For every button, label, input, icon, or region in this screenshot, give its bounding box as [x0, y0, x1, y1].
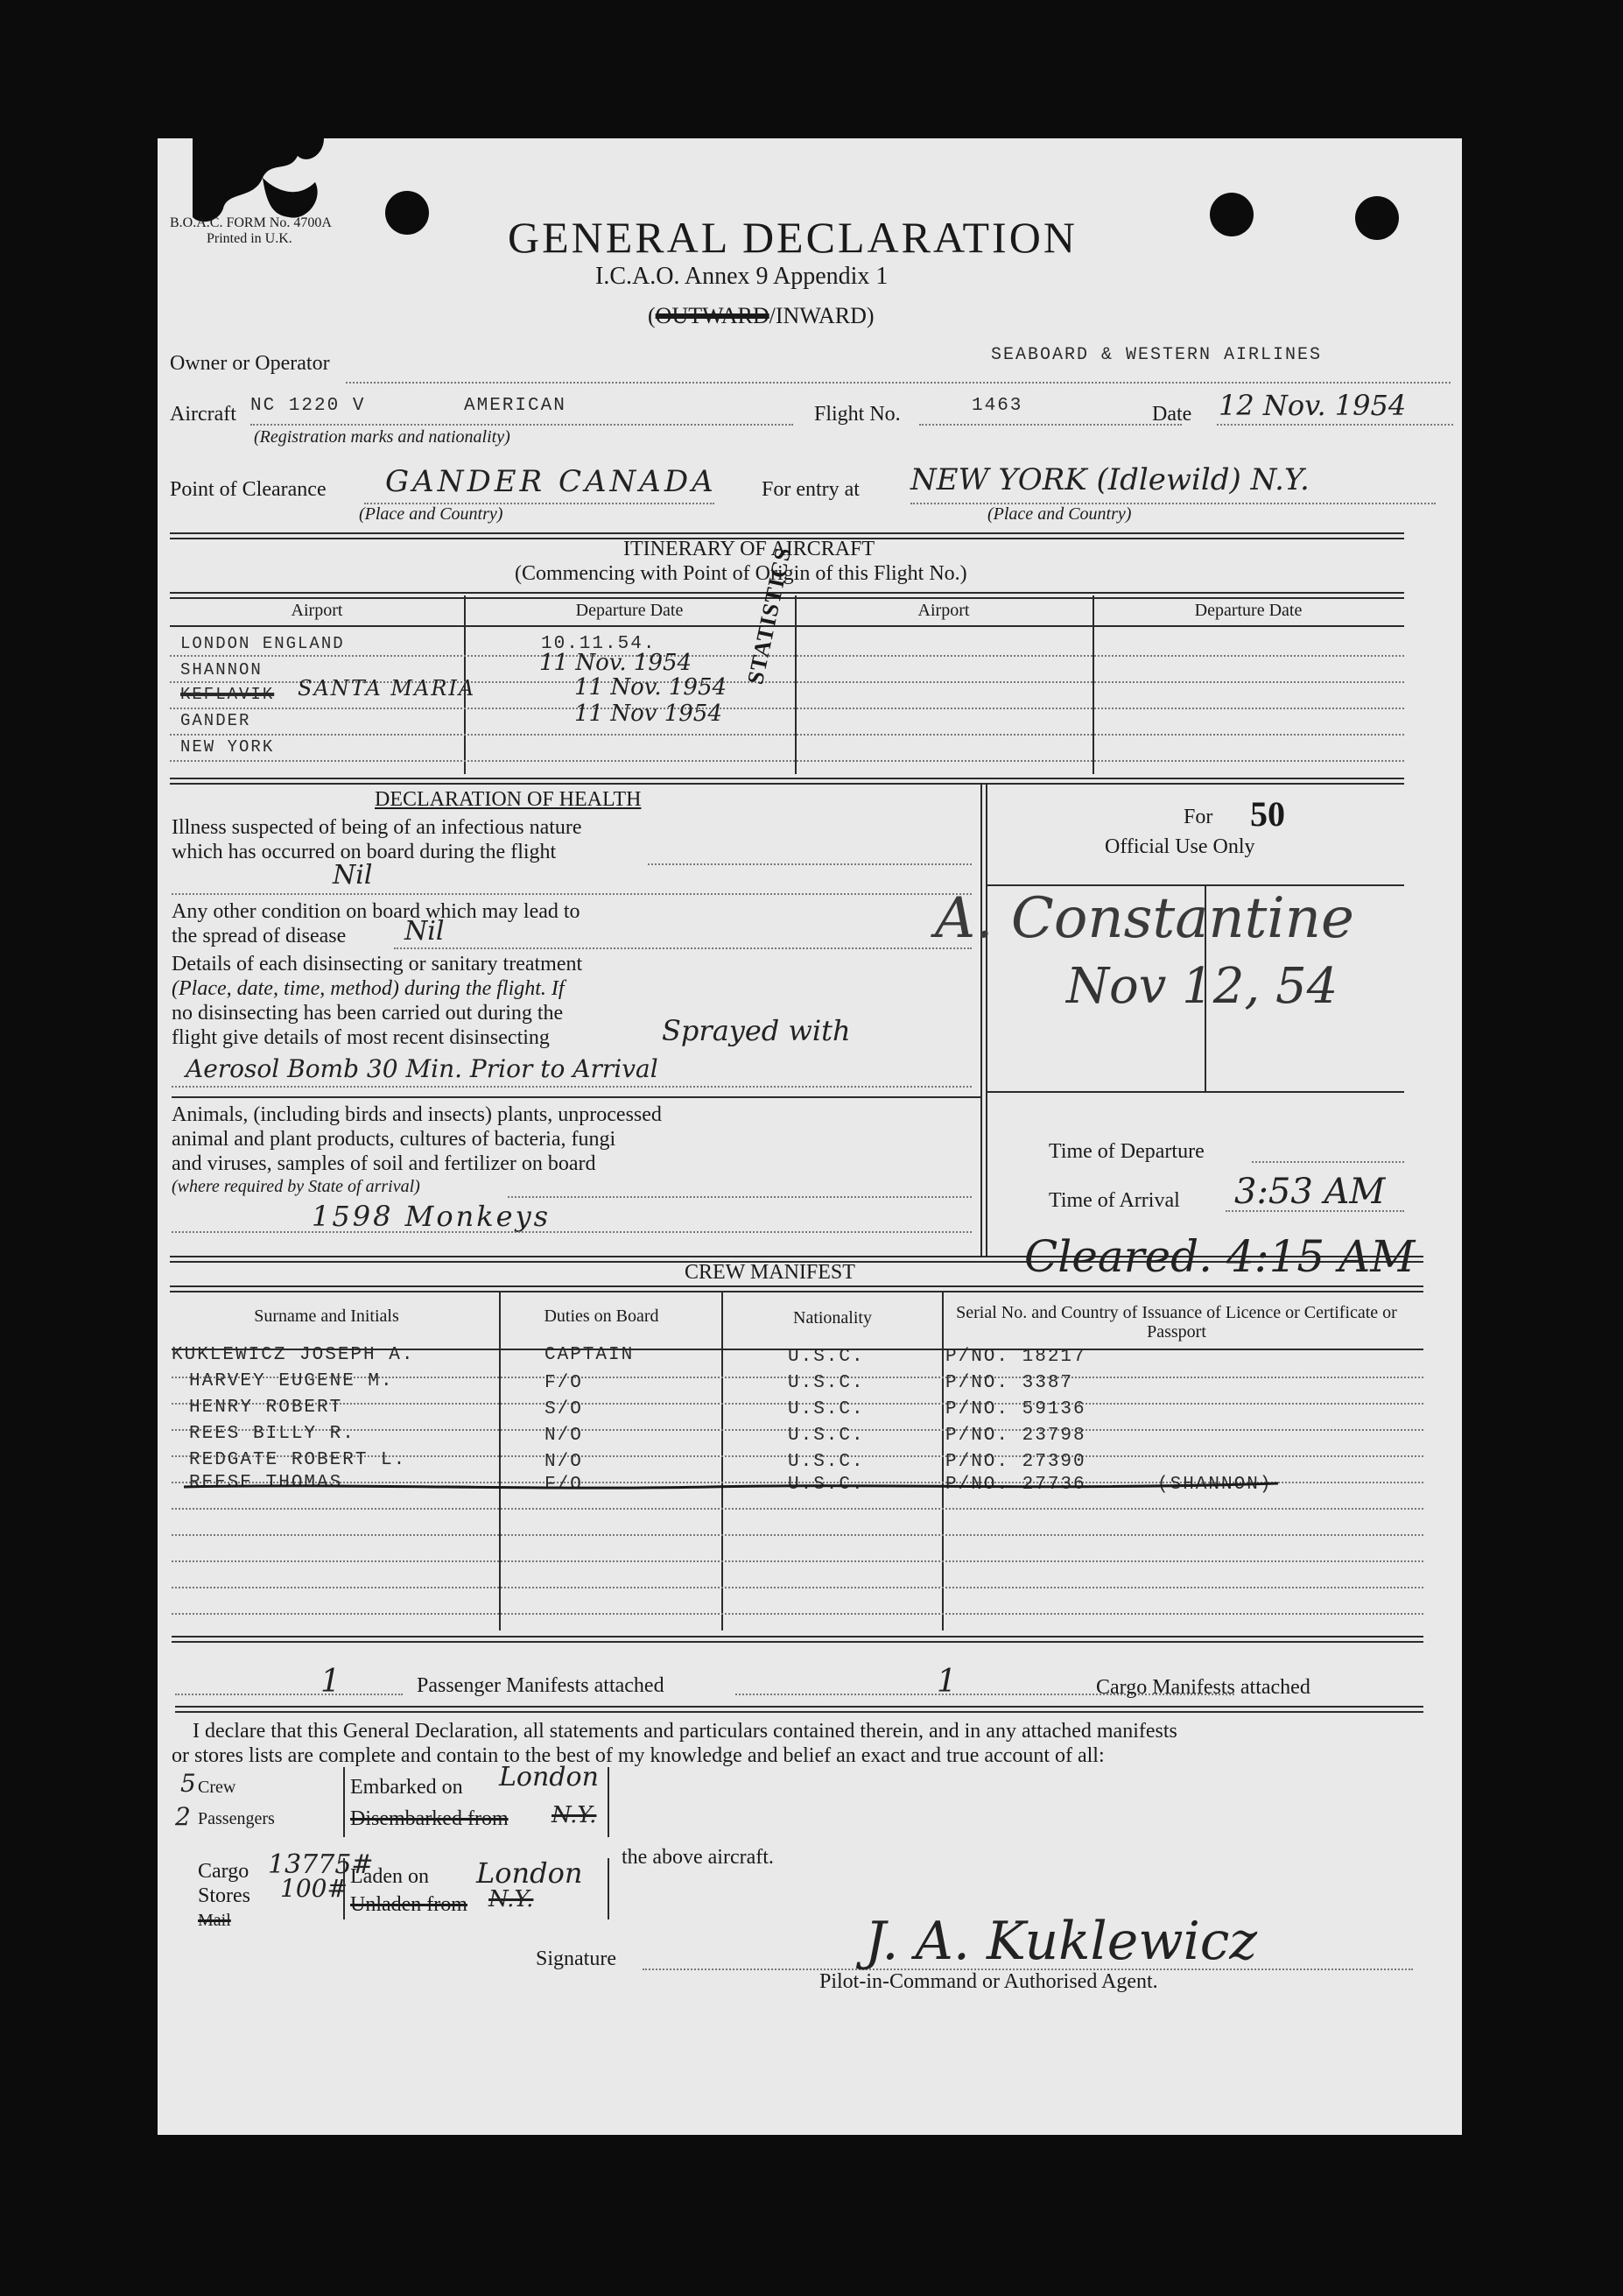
- crew-serial: P/NO. 18217: [945, 1347, 1086, 1367]
- stores-value: 100#: [280, 1874, 348, 1903]
- date-value: 12 Nov. 1954: [1219, 389, 1407, 422]
- itinerary-date-4: 11 Nov 1954: [574, 701, 722, 727]
- punch-hole: [1210, 193, 1254, 236]
- crew-nationality: U.S.C.: [788, 1452, 865, 1472]
- crew-serial: P/NO. 23798: [945, 1426, 1086, 1446]
- crew-title: CREW MANIFEST: [685, 1261, 855, 1284]
- health-q1-line2: which has occurred on board during the flight: [172, 841, 557, 863]
- health-q4-line4: (where required by State of arrival): [172, 1177, 420, 1196]
- crew-count-label: Crew: [198, 1778, 236, 1797]
- disembarked-label: Disembarked from: [350, 1807, 509, 1830]
- crew-duty: N/O: [545, 1426, 583, 1446]
- health-a3-line1: Sprayed with: [662, 1014, 851, 1047]
- official-signature-date: Nov 12, 54: [1066, 958, 1338, 1015]
- aircraft-label: Aircraft: [170, 403, 236, 426]
- crew-nationality: U.S.C.: [788, 1373, 865, 1393]
- crew-header-nationality: Nationality: [793, 1308, 872, 1328]
- passenger-manifest-count: 1: [320, 1664, 341, 1700]
- cargo-manifest-label: Cargo Manifests attached: [1096, 1676, 1310, 1699]
- crew-note: (SHANNON): [1157, 1475, 1273, 1495]
- health-q2-line2: the spread of disease: [172, 925, 347, 947]
- direction-line: (OUTWARD/INWARD): [648, 303, 875, 328]
- laden-value: London: [476, 1856, 583, 1890]
- itinerary-date-2: 11 Nov. 1954: [539, 650, 692, 676]
- crew-duty: CAPTAIN: [545, 1345, 635, 1365]
- cleared-note: Cleared. 4:15 AM: [1024, 1231, 1416, 1282]
- statistics-stamp: STATISTICS: [742, 545, 797, 687]
- health-q3-line3: no disinsecting has been carried out during the: [172, 1002, 564, 1025]
- page-subtitle: I.C.A.O. Annex 9 Appendix 1: [595, 263, 889, 290]
- unladen-label: Unladen from: [350, 1893, 467, 1916]
- crew-nationality: U.S.C.: [788, 1426, 865, 1446]
- official-use-label: Official Use Only: [1105, 835, 1255, 858]
- clearance-label: Point of Clearance: [170, 478, 327, 501]
- health-q4-line3: and viruses, samples of soil and fertilizer on board: [172, 1152, 596, 1175]
- entry-value: NEW YORK (Idlewild) N.Y.: [910, 462, 1310, 497]
- health-q2-line1: Any other condition on board which may lead to: [172, 900, 580, 923]
- aircraft-nationality: AMERICAN: [464, 396, 566, 416]
- itinerary-airport-1: LONDON ENGLAND: [180, 634, 345, 653]
- itinerary-airport-3: SANTA MARIA: [298, 676, 476, 701]
- health-q3-line4: flight give details of most recent disinsecting: [172, 1026, 550, 1049]
- printed-note: Printed in U.K.: [207, 231, 292, 246]
- itinerary-airport-5: NEW YORK: [180, 737, 275, 757]
- crew-duty: S/O: [545, 1399, 583, 1419]
- crew-name: REESE THOMAS: [189, 1473, 343, 1493]
- crew-nationality: U.S.C.: [788, 1399, 865, 1419]
- declaration-form: [158, 138, 1462, 2135]
- crew-duty: N/O: [545, 1452, 583, 1472]
- itinerary-header-date: Departure Date: [575, 601, 684, 620]
- clearance-value: GANDER CANADA: [385, 464, 717, 499]
- disembarked-value: N.Y.: [552, 1802, 597, 1828]
- strike-line: [184, 1478, 1287, 1496]
- flight-label: Flight No.: [814, 403, 901, 426]
- form-number: B.O.A.C. FORM No. 4700A: [170, 215, 332, 230]
- official-number: 50: [1250, 794, 1285, 834]
- unladen-value: N.Y.: [488, 1886, 534, 1912]
- health-q4-line1: Animals, (including birds and insects) plants, unprocessed: [172, 1103, 662, 1126]
- owner-value: SEABOARD & WESTERN AIRLINES: [991, 345, 1323, 365]
- itinerary-header-airport: Airport: [291, 601, 343, 620]
- crew-nationality: U.S.C.: [788, 1347, 865, 1367]
- cargo-label: Cargo: [198, 1860, 249, 1883]
- cargo-value: 13775#: [268, 1849, 374, 1880]
- crew-count: 5: [180, 1769, 196, 1798]
- entry-label: For entry at: [762, 478, 860, 501]
- signature-caption: Pilot-in-Command or Authorised Agent.: [819, 1970, 1158, 1993]
- passenger-count-label: Passengers: [198, 1809, 275, 1828]
- aircraft-reference: the above aircraft.: [622, 1846, 774, 1869]
- crew-duty: F/O: [545, 1475, 583, 1495]
- itinerary-title: ITINERARY OF AIRCRAFT: [623, 538, 875, 560]
- health-a1: Nil: [333, 860, 373, 891]
- crew-header-name: Surname and Initials: [254, 1306, 399, 1326]
- signature-value: J. A. Kuklewicz: [865, 1911, 1257, 1972]
- crew-name: KUKLEWICZ JOSEPH A.: [172, 1345, 415, 1365]
- declaration-line1: I declare that this General Declaration, all statements and particulars contained therein, and in any attached manifests: [193, 1720, 1177, 1743]
- page-title: GENERAL DECLARATION: [508, 213, 1078, 262]
- official-signature: A. Constantine: [935, 886, 1354, 951]
- health-q4-line2: animal and plant products, cultures of bacteria, fungi: [172, 1128, 616, 1151]
- aircraft-note: (Registration marks and nationality): [254, 427, 510, 447]
- punch-hole: [1355, 196, 1399, 240]
- crew-serial: P/NO. 27390: [945, 1452, 1086, 1472]
- clearance-note: (Place and Country): [359, 504, 503, 524]
- owner-label: Owner or Operator: [170, 352, 330, 375]
- embarked-value: London: [499, 1762, 599, 1792]
- crew-name: REDGATE ROBERT L.: [189, 1450, 407, 1470]
- crew-header-serial: Serial No. and Country of Issuance of Licence or Certificate or Passport: [956, 1303, 1397, 1342]
- itinerary-airport-4: GANDER: [180, 711, 251, 730]
- crew-serial: P/NO. 27736: [945, 1475, 1086, 1495]
- health-a3-line2: Aerosol Bomb 30 Min. Prior to Arrival: [186, 1054, 658, 1083]
- itinerary-subtitle: (Commencing with Point of Origin of this Flight No.): [515, 562, 967, 585]
- cargo-manifest-count: 1: [937, 1664, 957, 1700]
- crew-name: HARVEY EUGENE M.: [189, 1371, 394, 1391]
- passenger-manifest-label: Passenger Manifests attached: [417, 1674, 664, 1697]
- entry-note: (Place and Country): [987, 504, 1132, 524]
- date-label: Date: [1152, 403, 1192, 426]
- passenger-count: 2: [175, 1802, 191, 1831]
- arrival-time-value: 3:53 AM: [1234, 1172, 1386, 1212]
- crew-serial: P/NO. 59136: [945, 1399, 1086, 1419]
- crew-name: REES BILLY R.: [189, 1424, 355, 1444]
- itinerary-header-airport-2: Airport: [917, 601, 970, 620]
- health-q3-line1: Details of each disinsecting or sanitary treatment: [172, 953, 583, 975]
- health-q3-line2: (Place, date, time, method) during the flight. If: [172, 977, 565, 1000]
- itinerary-airport-3-struck: KEFLAVIK: [180, 685, 275, 704]
- itinerary-airport-2: SHANNON: [180, 660, 263, 680]
- health-title: DECLARATION OF HEALTH: [375, 788, 642, 811]
- flight-value: 1463: [972, 396, 1023, 416]
- punch-hole: [385, 191, 429, 235]
- crew-header-duty: Duties on Board: [544, 1306, 659, 1326]
- aircraft-registration: NC 1220 V: [250, 396, 366, 416]
- outward-struck: OUTWARD: [655, 303, 769, 328]
- arrival-time-label: Time of Arrival: [1049, 1189, 1180, 1212]
- crew-nationality: U.S.C.: [788, 1475, 865, 1495]
- crew-serial: P/NO. 3387: [945, 1373, 1074, 1393]
- crew-name: HENRY ROBERT: [189, 1398, 343, 1418]
- health-a2: Nil: [404, 916, 445, 947]
- stores-label: Stores: [198, 1884, 250, 1907]
- itinerary-header-date-2: Departure Date: [1194, 601, 1303, 620]
- declaration-line2: or stores lists are complete and contain to the best of my knowledge and belief an exact and true account of all:: [172, 1744, 1105, 1767]
- mail-label: Mail: [198, 1911, 231, 1930]
- laden-label: Laden on: [350, 1865, 429, 1888]
- embarked-label: Embarked on: [350, 1776, 463, 1799]
- itinerary-date-1: 10.11.54.: [541, 634, 657, 654]
- itinerary-date-3: 11 Nov. 1954: [574, 674, 727, 701]
- departure-time-label: Time of Departure: [1049, 1140, 1205, 1163]
- inward-label: /INWARD: [769, 303, 867, 328]
- health-q1-line1: Illness suspected of being of an infectious nature: [172, 816, 582, 839]
- signature-label: Signature: [536, 1947, 616, 1970]
- official-for-label: For: [1184, 806, 1213, 828]
- health-a4: 1598 Monkeys: [312, 1200, 552, 1233]
- crew-duty: F/O: [545, 1373, 583, 1393]
